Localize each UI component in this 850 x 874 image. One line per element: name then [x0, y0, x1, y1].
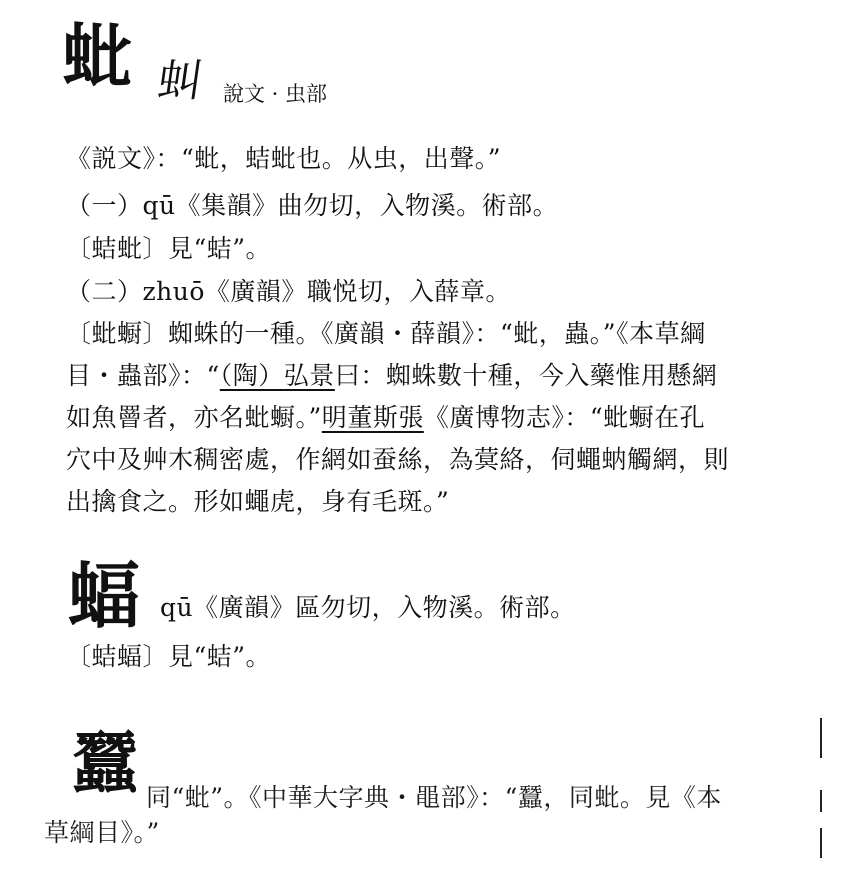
headword-1: 蚍 [62, 15, 132, 98]
para-line3-a: 如魚罾者，亦名蚍蟵。” [66, 403, 322, 432]
person-name-tao-hongjing: （陶）弘景 [219, 361, 335, 390]
headword-2: 蝠 [68, 553, 141, 638]
seal-source-label-1: 說文 · 虫部 [223, 82, 328, 106]
entry1-line-reading1: （一）qū《集韻》曲勿切，入物溪。術部。 [66, 191, 559, 220]
headword-3: 蠶 [72, 724, 138, 802]
dynasty-ming: 明 [321, 403, 348, 432]
entry2-line-crossref: 〔蛣蝠〕見“蛣”。 [66, 642, 272, 671]
person-name-dong-sizhang: 董斯張 [347, 403, 424, 432]
entry1-paragraph-line1: 〔蚍蟵〕蜘蛛的一種。《廣韻・薛韻》：“蚍，蟲。”《本草綱 [66, 319, 706, 348]
scan-edge-mark [820, 718, 822, 758]
entry3-line2: 草綱目》。” [44, 818, 160, 847]
entry1-line-shuowen: 《説文》：“蚍，蛣蚍也。从虫，出聲。” [66, 144, 502, 173]
scan-edge-mark [820, 828, 822, 858]
scan-edge-mark [820, 790, 822, 812]
seal-script-glyph-1: 虯 [154, 56, 206, 107]
entry2-line-reading: qū《廣韻》區勿切，入物溪。術部。 [160, 593, 576, 622]
entry3-line1: 同“蚍”。《中華大字典・黽部》：“蠶，同蚍。見《本 [146, 783, 722, 812]
entry1-line-crossref: 〔蛣蚍〕見“蛣”。 [66, 234, 272, 263]
entry1-paragraph-line2 [66, 363, 717, 388]
para-line2-a: 目・蟲部》：“ [66, 361, 220, 390]
para-line2-b: 曰：蜘蛛數十種，今入藥惟用懸網 [334, 361, 718, 390]
entry1-paragraph-line4: 穴中及艸木稠密處，作網如蚕絲，為蓂絡，伺蠅蚋觸網，則 [66, 445, 730, 474]
entry1-paragraph-line5: 出擒食之。形如蠅虎，身有毛斑。” [66, 487, 450, 516]
para-line3-b: 《廣博物志》：“蚍蟵在孔 [423, 403, 706, 432]
entry1-paragraph-line3 [66, 405, 705, 430]
entry1-line-reading2: （二）zhuō《廣韻》職悦切，入薛章。 [66, 277, 511, 306]
